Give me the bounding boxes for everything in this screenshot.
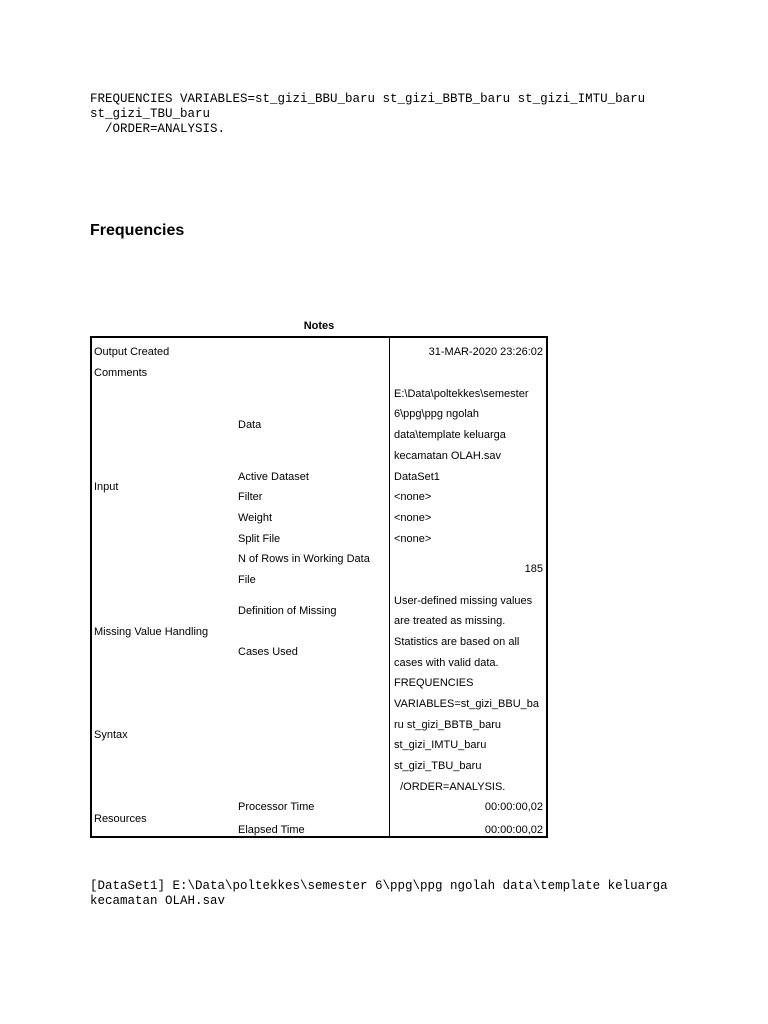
filter-value: <none> (394, 491, 432, 503)
column-divider (389, 338, 390, 836)
notes-table-title: Notes (303, 320, 335, 332)
resources-label: Resources (94, 813, 147, 825)
missing-value-handling-label: Missing Value Handling (94, 626, 209, 638)
data-label: Data (238, 419, 262, 431)
syntax-line: /ORDER=ANALYSIS. (90, 122, 226, 136)
dataset-path-line: [DataSet1] E:\Data\poltekkes\semester 6\ppg\ppg ngolah data\template keluarga (90, 879, 668, 893)
split-file-label: Split File (238, 533, 281, 545)
dataset-path-block (90, 879, 668, 909)
cases-used-label: Cases Used (238, 646, 298, 658)
active-dataset-value: DataSet1 (394, 471, 440, 483)
cases-used-value-line: cases with valid data. (394, 657, 499, 669)
data-value-line: data\template keluarga (394, 429, 506, 441)
syntax-value-line: /ORDER=ANALYSIS. (394, 781, 506, 793)
syntax-value-line: FREQUENCIES (394, 677, 474, 689)
elapsed-time-value: 00:00:00,02 (484, 824, 543, 836)
weight-label: Weight (238, 512, 273, 524)
cases-used-value-line: Statistics are based on all (394, 636, 520, 648)
rows-value: 185 (524, 563, 543, 575)
weight-value: <none> (394, 512, 432, 524)
syntax-label: Syntax (94, 729, 128, 741)
syntax-value-line: VARIABLES=st_gizi_BBU_ba (394, 698, 540, 710)
def-missing-value-line: are treated as missing. (394, 615, 506, 627)
syntax-value-line: st_gizi_IMTU_baru (394, 739, 487, 751)
data-value-line: E:\Data\poltekkes\semester (394, 388, 529, 400)
section-heading: Frequencies (90, 222, 185, 239)
data-value-line: kecamatan OLAH.sav (394, 450, 501, 462)
syntax-line: FREQUENCIES VARIABLES=st_gizi_BBU_baru st_gizi_BBTB_baru st_gizi_IMTU_baru (90, 92, 646, 106)
filter-label: Filter (238, 491, 263, 503)
split-file-value: <none> (394, 533, 432, 545)
comments-label: Comments (94, 367, 148, 379)
processor-time-value: 00:00:00,02 (484, 801, 543, 813)
def-missing-label: Definition of Missing (238, 605, 337, 617)
output-created-label: Output Created (94, 346, 170, 358)
syntax-block (90, 92, 645, 137)
def-missing-value-line: User-defined missing values (394, 595, 533, 607)
dataset-path-line: kecamatan OLAH.sav (90, 894, 226, 908)
active-dataset-label: Active Dataset (238, 471, 309, 483)
rows-label-line: N of Rows in Working Data (238, 553, 370, 565)
data-value-line: 6\ppg\ppg ngolah (394, 408, 480, 420)
output-created-value: 31-MAR-2020 23:26:02 (428, 346, 543, 358)
syntax-value-line: st_gizi_TBU_baru (394, 760, 482, 772)
rows-label-line: File (238, 574, 256, 586)
elapsed-time-label: Elapsed Time (238, 824, 305, 836)
input-label: Input (94, 481, 119, 493)
notes-table (90, 336, 548, 838)
syntax-value-line: ru st_gizi_BBTB_baru (394, 719, 501, 731)
syntax-line: st_gizi_TBU_baru (90, 107, 211, 121)
processor-time-label: Processor Time (238, 801, 315, 813)
